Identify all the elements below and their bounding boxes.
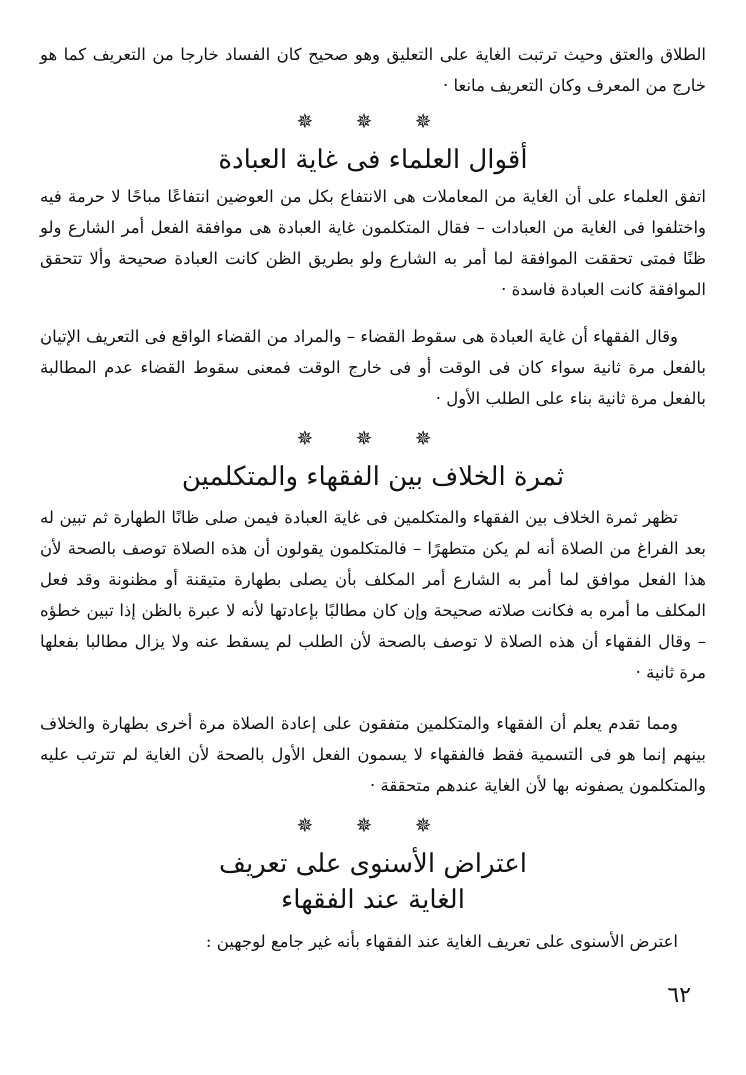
section-heading-disagreement-fruit: ثمرة الخلاف بين الفقهاء والمتكلمين [181,462,565,492]
section1-paragraph-2: وقال الفقهاء أن غاية العبادة هى سقوط القضاء – والمراد من القضاء الواقع فى التعريف الإتيان بالفعل مرة ثانية سواء كان فى الوقت أو فى خارج الوقت فمعنى سقوط القضاء عدم المطالبة بالفعل مرة ثانية بناء على الطلب الأول · [40,327,706,408]
section2-paragraph-2: ومما تقدم يعلم أن الفقهاء والمتكلمين متفقون على إعادة الصلاة مرة أخرى بطهارة والخلاف بينهم إنما هو فى التسمية فقط فالفقهاء لا يسمون الفعل الأول بالصحة لأن الغاية لم تترتب عليه والمتكلمون يصفونه بها لأن الغاية عندهم متحققة · [40,714,706,795]
section3-paragraph: اعترض الأسنوى على تعريف الغاية عند الفقهاء بأنه غير جامع لوجهين : [205,932,678,951]
intro-paragraph: الطلاق والعتق وحيث ترتبت الغاية على التعليق وهو صحيح كان الفساد خارجا من التعريف كما هو خارج من المعرف وكان التعريف مانعا · [40,45,706,95]
section-heading-asnawi-objection-line2: الغاية عند الفقهاء [281,885,465,915]
section2-paragraph-1: تظهر ثمرة الخلاف بين الفقهاء والمتكلمين فى غاية العبادة فيمن صلى ظانًا الطهارة ثم تبين له بعد الفراغ من الصلاة أنه لم يكن متطهرًا – فالمتكلمون يقولون أن هذه الصلاة توصف بالصحة لأن هذا الفعل موافق لما أمر به الشارع أمر المكلف بأن يصلى بطهارة متيقنة أو مظنونة وقد فعل المكلف ما أمره به فكانت صلاته صحيحة وإن كان مطالبًا بإعادتها لأنه لا عبرة بالظن إذا تبين خطؤه – وقال الفقهاء أن هذه الصلاة لا توصف بالصحة لأن الطلب لم يسقط عنه ولا يزال مطالبا بفعلها مرة ثانية · [40,508,706,682]
page-number: ٦٢ [667,983,691,1008]
star-divider-2: ✵ ✵ ✵ [296,426,450,450]
star-divider-3: ✵ ✵ ✵ [296,813,450,837]
section-heading-scholars-opinions: أقوال العلماء فى غاية العبادة [218,145,528,175]
section-heading-asnawi-objection-line1: اعتراض الأسنوى على تعريف [219,849,527,879]
section1-paragraph-1: اتفق العلماء على أن الغاية من المعاملات هى الانتفاع بكل من العوضين انتفاعًا مباحًا لا حرمة فيه واختلفوا فى الغاية من العبادات – فقال المتكلمون غاية العبادة هى موافقة الفعل أمر الشارع ولو ظنًا فمتى تحققت الموافقة لما أمر به الشارع ولو بطريق الظن كانت العبادة صحيحة وألا تتحقق الموافقة كانت العبادة فاسدة · [40,187,706,299]
star-divider-1: ✵ ✵ ✵ [296,109,450,133]
